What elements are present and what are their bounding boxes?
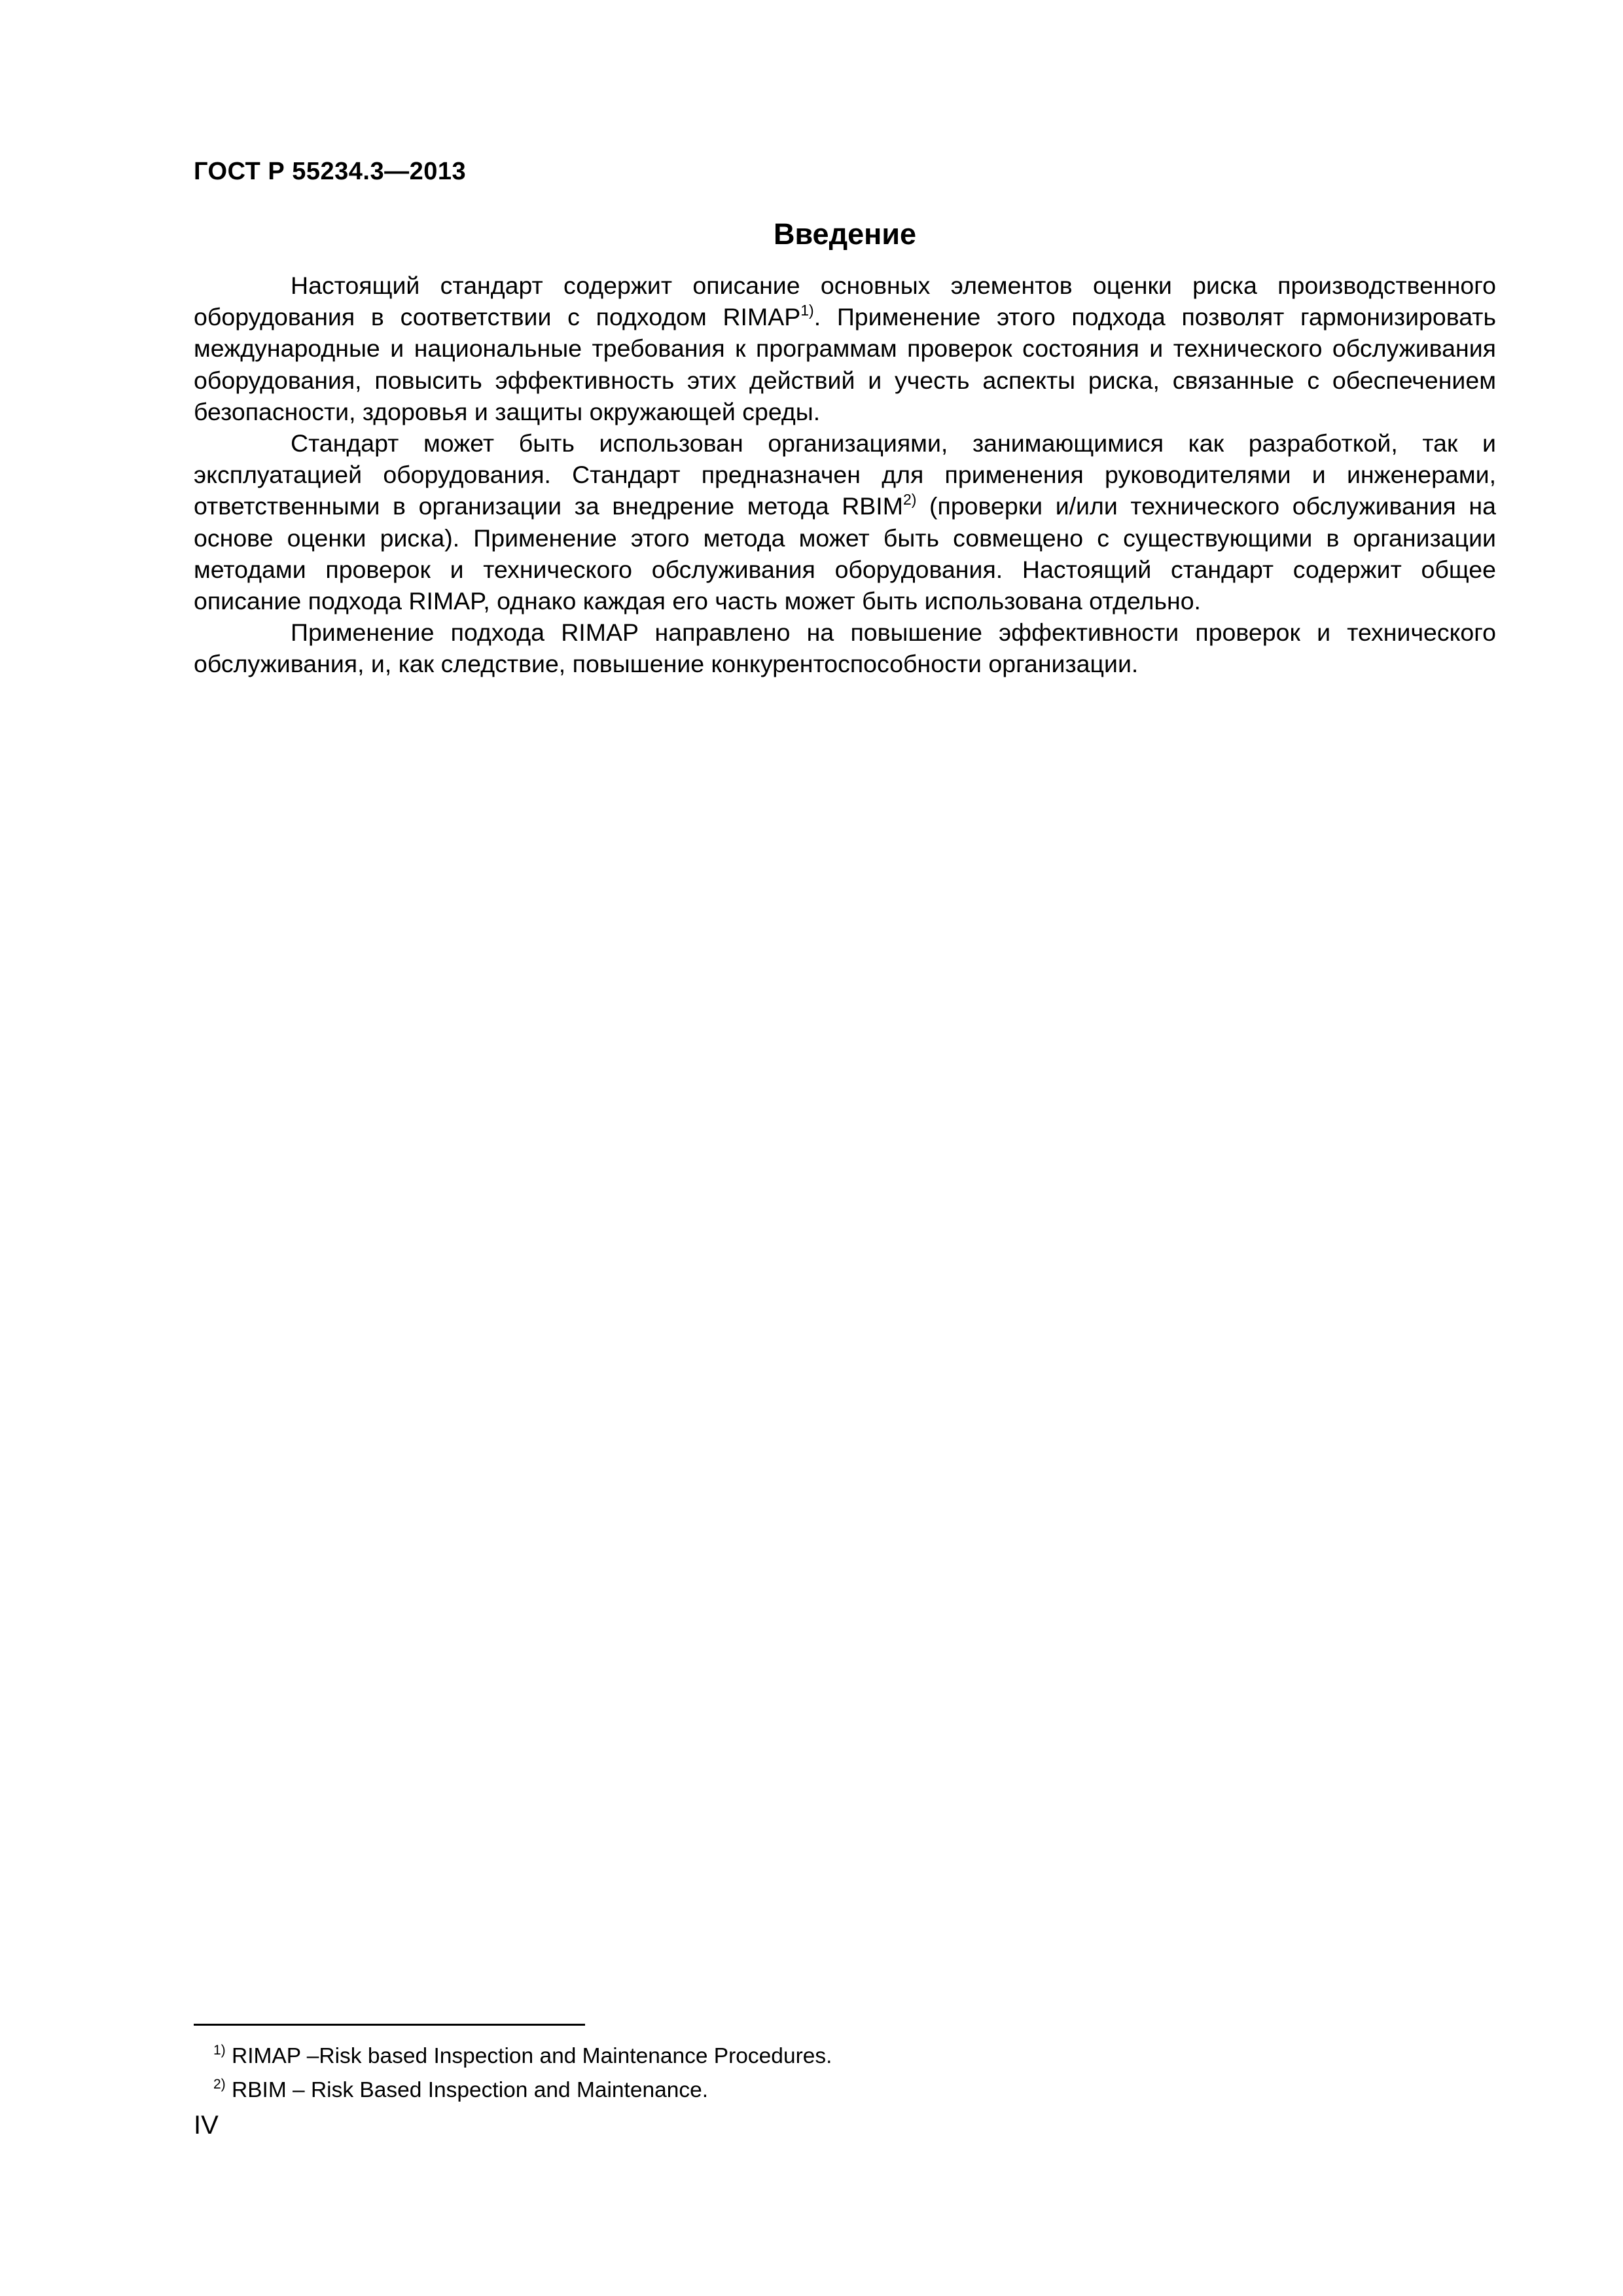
page-number: IV — [194, 2111, 219, 2140]
footnote-2 — [213, 2073, 1391, 2108]
paragraph-2-text-b: (проверки и/или технического обслуживания на основе оценки риска). Применение этого метода может быть совмещено с существующими в организации методами проверок и технического обслуживания оборудования. Настоящий стандарт содержит общее описание подхода RIMAP, однако каждая его часть может быть использована отдельно. — [194, 492, 1496, 615]
paragraph-2-text-a: Стандарт может быть использован организациями, занимающимися как разработкой, так и эксплуатацией оборудования. Стандарт предназначен для применения руководителями и инженерами, ответственными в организации за внедрение метода RBIM — [194, 429, 1496, 520]
footnote-divider — [194, 2024, 585, 2026]
footnotes — [213, 2039, 1391, 2108]
footnote-marker-2: 2) — [213, 2077, 226, 2092]
footnote-ref-2: 2) — [902, 491, 917, 509]
footnote-1-text: RIMAP –Risk based Inspection and Maintenance Procedures. — [225, 2044, 832, 2068]
footnote-2-text: RBIM – Risk Based Inspection and Maintenance. — [225, 2078, 709, 2102]
paragraph-1 — [194, 270, 1496, 427]
footnote-marker-1: 1) — [213, 2043, 226, 2058]
footnote-ref-1: 1) — [800, 302, 814, 319]
section-title: Введение — [773, 217, 917, 251]
paragraph-2 — [194, 427, 1496, 617]
paragraph-1-text-a: Настоящий стандарт содержит описание основных элементов оценки риска производственного оборудования в соответствии с подходом RIMAP — [194, 272, 1496, 331]
document-code-header: ГОСТ Р 55234.3—2013 — [194, 158, 467, 185]
paragraph-3: Применение подхода RIMAP направлено на повышение эффективности проверок и технического обслуживания, и, как следствие, повышение конкурентоспособности организации. — [194, 619, 1496, 678]
introduction-body — [194, 270, 1496, 680]
footnote-1 — [213, 2039, 1391, 2073]
paragraph-1-text-b: . Применение этого подхода позволят гармонизировать международные и национальные требования к программам проверок состояния и технического обслуживания оборудования, повысить эффективность этих действий и учесть аспекты риска, связанные с обеспечением безопасности, здоровья и защиты окружающей среды. — [194, 303, 1497, 425]
